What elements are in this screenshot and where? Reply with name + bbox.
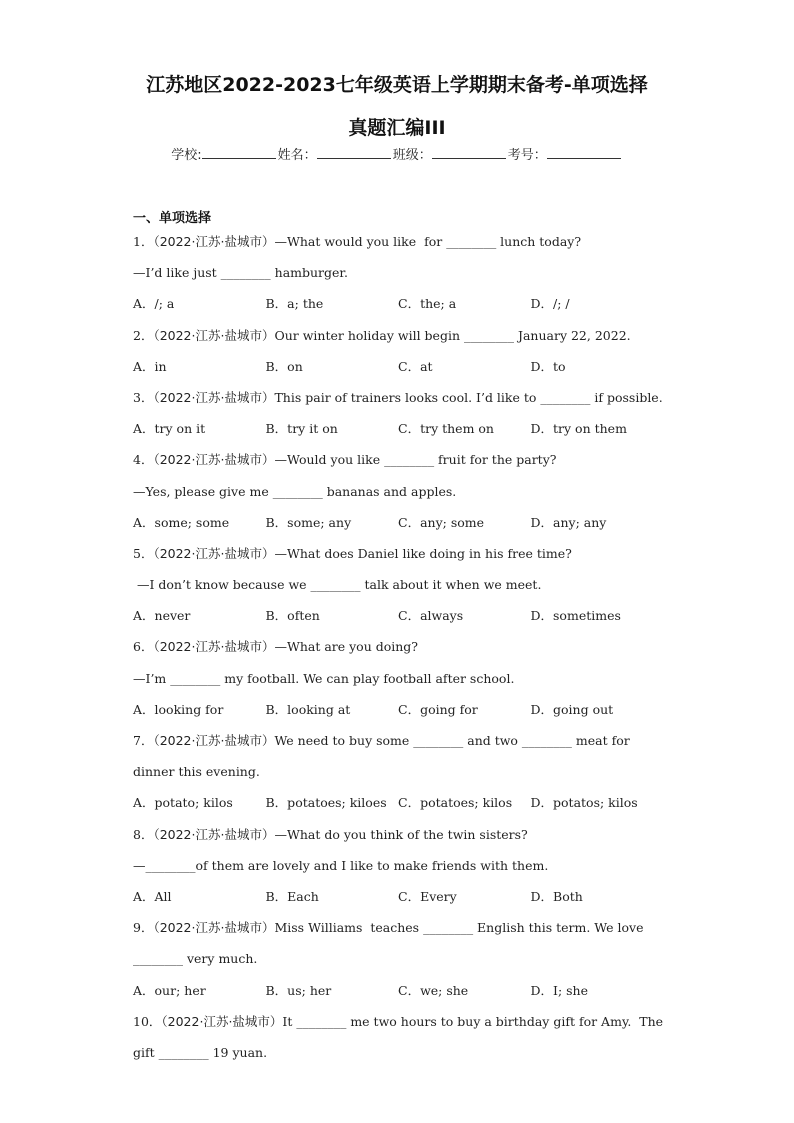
answer-option[interactable]: D．I; she <box>530 982 589 998</box>
page-subtitle: 真题汇编III <box>348 117 446 139</box>
answer-option[interactable]: C．at <box>398 358 433 374</box>
question-number: 7． <box>133 733 154 748</box>
question-source: （2022·江苏·盐城市） <box>153 452 275 468</box>
question-line <box>133 855 663 886</box>
answer-option[interactable]: B．a; the <box>265 296 324 312</box>
question-number: 4． <box>133 452 154 468</box>
question-text: —What does Daniel like doing in his free time? <box>274 545 572 561</box>
exam-number-blank[interactable] <box>547 146 621 159</box>
answer-option[interactable]: B．potatoes; kiloes <box>265 795 387 811</box>
question-text: dinner this evening. <box>133 764 260 780</box>
answer-option[interactable]: C．always <box>398 608 464 624</box>
question-source: （2022·江苏·盐城市） <box>153 234 275 249</box>
question-line <box>133 948 663 979</box>
question-source: （2022·江苏·盐城市） <box>161 1013 283 1029</box>
school-blank[interactable] <box>202 146 276 159</box>
answer-option[interactable]: B．some; any <box>265 514 352 530</box>
question-list <box>133 231 663 1073</box>
question-source: （2022·江苏·盐城市） <box>153 920 275 936</box>
question-text: —I’m ________ my football. We can play football after school. <box>133 670 515 686</box>
question-source: （2022·江苏·盐城市） <box>153 639 275 655</box>
school-label: 学校: <box>171 148 202 163</box>
question-number: 8． <box>133 826 154 842</box>
class-label: 班级： <box>392 148 432 163</box>
question-source: （2022·江苏·盐城市） <box>153 826 275 842</box>
question-stem <box>133 449 663 480</box>
answer-option[interactable]: C．we; she <box>398 982 469 998</box>
answer-option[interactable]: C．any; some <box>398 514 485 530</box>
answer-option[interactable]: D．/; / <box>530 296 570 312</box>
name-label: 姓名： <box>277 148 317 163</box>
question-text: This pair of trainers looks cool. I’d like to ________ if possible. <box>274 389 663 405</box>
question-text: —I don’t know because we ________ talk about it when we meet. <box>133 577 542 593</box>
answer-option[interactable]: A．/; a <box>133 296 175 312</box>
answer-option[interactable]: A．potato; kilos <box>133 795 233 811</box>
question-line <box>133 574 663 605</box>
question-number: 6． <box>133 639 154 655</box>
question-source: （2022·江苏·盐城市） <box>153 389 275 405</box>
answer-option[interactable]: A．looking for <box>133 701 224 717</box>
question-stem <box>133 231 663 262</box>
question-stem <box>133 543 663 574</box>
question-number: 3． <box>133 389 154 405</box>
answer-option[interactable]: D．to <box>530 358 566 374</box>
class-blank[interactable] <box>432 146 506 159</box>
answer-option[interactable]: B．try it on <box>265 421 338 437</box>
options-row <box>133 512 663 543</box>
answer-option[interactable]: C．the; a <box>398 296 457 312</box>
answer-option[interactable]: A．All <box>133 888 172 904</box>
question-text: —What are you doing? <box>274 639 419 655</box>
answer-option[interactable]: C．Every <box>398 888 457 904</box>
exam-number-label: 考号： <box>507 148 547 163</box>
answer-option[interactable]: D．sometimes <box>530 608 621 624</box>
question-line <box>133 1042 663 1073</box>
question-text: gift ________ 19 yuan. <box>133 1044 268 1060</box>
page-title: 江苏地区2022-2023七年级英语上学期期末备考-单项选择 <box>146 74 648 96</box>
question-text: It ________ me two hours to buy a birthday gift for Amy. The <box>282 1013 664 1029</box>
question-line <box>133 262 663 293</box>
section-heading: 一、单项选择 <box>133 211 212 226</box>
answer-option[interactable]: B．looking at <box>265 701 351 717</box>
answer-option[interactable]: D．try on them <box>530 421 627 437</box>
question-stem <box>133 1011 663 1042</box>
question-stem <box>133 387 663 418</box>
options-row <box>133 886 663 917</box>
options-row <box>133 418 663 449</box>
question-text: Miss Williams teaches ________ English this term. We love <box>274 920 644 936</box>
question-stem <box>133 917 663 948</box>
question-number: 9． <box>133 920 154 936</box>
answer-option[interactable]: A．our; her <box>133 982 206 998</box>
options-row <box>133 293 663 324</box>
answer-option[interactable]: C．going for <box>398 701 478 717</box>
answer-option[interactable]: B．us; her <box>265 982 332 998</box>
answer-option[interactable]: B．often <box>265 608 320 624</box>
question-number: 10． <box>133 1013 162 1029</box>
answer-option[interactable]: A．never <box>133 608 191 624</box>
student-info-line <box>0 144 794 163</box>
options-row <box>133 605 663 636</box>
answer-option[interactable]: C．try them on <box>398 421 494 437</box>
question-stem <box>133 730 663 761</box>
answer-option[interactable]: D．going out <box>530 701 614 717</box>
question-text: —I’d like just ________ hamburger. <box>133 265 348 281</box>
options-row <box>133 699 663 730</box>
options-row <box>133 792 663 823</box>
question-text: ________ very much. <box>133 951 258 967</box>
options-row <box>133 980 663 1011</box>
answer-option[interactable]: A．some; some <box>133 514 230 530</box>
question-source: （2022·江苏·盐城市） <box>153 545 275 561</box>
question-stem <box>133 325 663 356</box>
answer-option[interactable]: D．any; any <box>530 514 607 530</box>
answer-option[interactable]: B．on <box>265 358 303 374</box>
options-row <box>133 356 663 387</box>
question-text: —What do you think of the twin sisters? <box>274 826 528 842</box>
answer-option[interactable]: A．in <box>133 358 167 374</box>
question-line <box>133 668 663 699</box>
question-stem <box>133 824 663 855</box>
answer-option[interactable]: C．potatoes; kilos <box>398 795 513 811</box>
question-text: Our winter holiday will begin ________ January 22, 2022. <box>274 327 631 343</box>
answer-option[interactable]: D．potatos; kilos <box>530 795 638 811</box>
answer-option[interactable]: B．Each <box>265 888 319 904</box>
question-stem <box>133 636 663 667</box>
question-line <box>133 481 663 512</box>
question-line <box>133 761 663 792</box>
question-number: 5． <box>133 545 154 561</box>
answer-option[interactable]: A．try on it <box>133 421 206 437</box>
name-blank[interactable] <box>317 146 391 159</box>
question-number: 2． <box>133 327 154 343</box>
question-number: 1． <box>133 234 154 249</box>
question-source: （2022·江苏·盐城市） <box>153 733 275 748</box>
question-text: —Yes, please give me ________ bananas and apples. <box>133 483 457 499</box>
question-text: —What would you like for ________ lunch today? <box>274 234 582 249</box>
question-text: We need to buy some ________ and two ________ meat for <box>274 733 630 748</box>
answer-option[interactable]: D．Both <box>530 888 583 904</box>
question-text: —________of them are lovely and I like to make friends with them. <box>133 857 549 873</box>
question-source: （2022·江苏·盐城市） <box>153 327 275 343</box>
question-text: —Would you like ________ fruit for the party? <box>274 452 557 468</box>
